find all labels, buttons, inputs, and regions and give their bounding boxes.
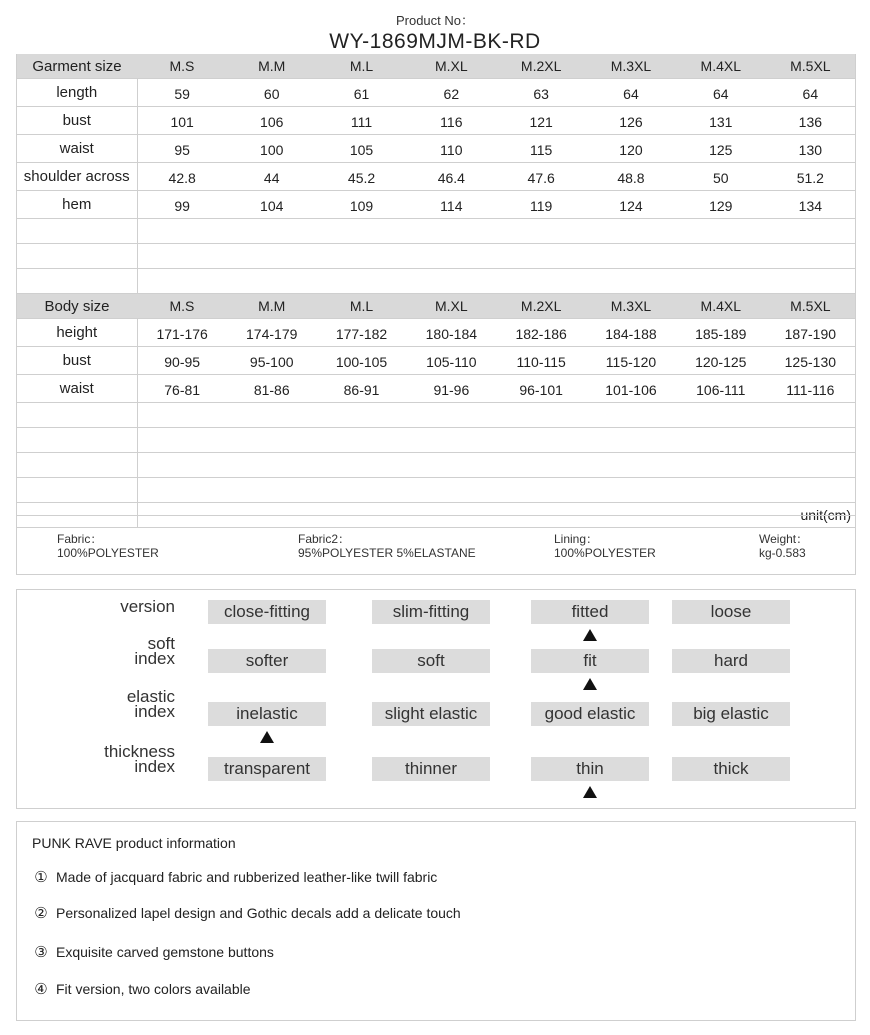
info-item-text: Fit version, two colors available <box>56 981 251 997</box>
index-label-line: soft <box>147 634 175 653</box>
row-label: waist <box>17 135 138 163</box>
size-column-header: M.XL <box>406 294 496 319</box>
index-option: thin <box>531 757 649 781</box>
empty-row <box>17 478 856 503</box>
info-item <box>32 944 274 962</box>
size-cell: 48.8 <box>586 163 676 191</box>
index-option: thinner <box>372 757 490 781</box>
empty-cell <box>137 453 856 478</box>
size-column-header: M.4XL <box>676 294 766 319</box>
size-cell: 47.6 <box>496 163 586 191</box>
size-cell: 110-115 <box>496 347 586 375</box>
size-cell: 95 <box>137 135 227 163</box>
empty-cell <box>137 219 856 244</box>
size-cell: 182-186 <box>496 319 586 347</box>
size-column-header: M.2XL <box>496 54 586 79</box>
size-cell: 105-110 <box>406 347 496 375</box>
size-cell: 105 <box>317 135 407 163</box>
index-label <box>127 689 175 719</box>
size-cell: 120 <box>586 135 676 163</box>
info-item-number: ③ <box>34 944 48 961</box>
size-column-header: M.5XL <box>766 294 856 319</box>
index-option: thick <box>672 757 790 781</box>
info-item-text: Exquisite carved gemstone buttons <box>56 944 274 960</box>
selected-marker-icon <box>583 678 597 690</box>
size-cell: 125 <box>676 135 766 163</box>
index-option: soft <box>372 649 490 673</box>
size-cell: 64 <box>766 79 856 107</box>
size-column-header: M.M <box>227 54 317 79</box>
empty-cell <box>137 428 856 453</box>
index-option: fit <box>531 649 649 673</box>
size-cell: 131 <box>676 107 766 135</box>
size-cell: 99 <box>137 191 227 219</box>
size-cell: 130 <box>766 135 856 163</box>
selected-marker-icon <box>583 629 597 641</box>
size-cell: 134 <box>766 191 856 219</box>
size-cell: 171-176 <box>137 319 227 347</box>
size-cell: 64 <box>586 79 676 107</box>
size-cell: 111 <box>317 107 407 135</box>
info-item-number: ② <box>34 905 48 922</box>
product-info-box <box>16 821 856 1021</box>
row-label: height <box>17 319 138 347</box>
index-option: inelastic <box>208 702 326 726</box>
size-column-header: M.XL <box>406 54 496 79</box>
fabric1-value: 100%POLYESTER <box>57 546 159 560</box>
index-label <box>120 599 175 614</box>
index-label-line: index <box>134 757 175 776</box>
row-label: shoulder across <box>17 163 138 191</box>
garment-size-header-row <box>17 54 856 79</box>
size-cell: 114 <box>406 191 496 219</box>
size-cell: 184-188 <box>586 319 676 347</box>
product-header <box>0 10 870 54</box>
size-cell: 44 <box>227 163 317 191</box>
empty-row <box>17 244 856 269</box>
index-option: fitted <box>531 600 649 624</box>
row-label: waist <box>17 375 138 403</box>
info-item <box>32 981 251 999</box>
empty-row <box>17 428 856 453</box>
size-cell: 129 <box>676 191 766 219</box>
selected-marker-icon <box>260 731 274 743</box>
fabric2-label: Fabric2： <box>298 532 351 546</box>
empty-cell <box>137 244 856 269</box>
index-option: big elastic <box>672 702 790 726</box>
size-column-header: M.S <box>137 294 227 319</box>
table-row <box>17 135 856 163</box>
size-cell: 51.2 <box>766 163 856 191</box>
size-cell: 42.8 <box>137 163 227 191</box>
size-cell: 180-184 <box>406 319 496 347</box>
lining-label: Lining： <box>554 532 599 546</box>
empty-label-cell <box>17 269 138 294</box>
size-cell: 116 <box>406 107 496 135</box>
row-label: bust <box>17 107 138 135</box>
index-option: close-fitting <box>208 600 326 624</box>
table-row <box>17 191 856 219</box>
info-item-text: Made of jacquard fabric and rubberized leather-like twill fabric <box>56 869 438 885</box>
size-cell: 101 <box>137 107 227 135</box>
selected-marker-icon <box>583 786 597 798</box>
info-item <box>32 905 461 923</box>
size-cell: 101-106 <box>586 375 676 403</box>
weight <box>759 532 808 560</box>
index-label-line: thickness <box>104 742 175 761</box>
size-cell: 124 <box>586 191 676 219</box>
size-column-header: M.5XL <box>766 54 856 79</box>
table-row <box>17 375 856 403</box>
unit-label: unit(cm) <box>137 503 856 528</box>
index-option: slim-fitting <box>372 600 490 624</box>
table-row <box>17 79 856 107</box>
size-cell: 91-96 <box>406 375 496 403</box>
index-option: hard <box>672 649 790 673</box>
size-cell: 46.4 <box>406 163 496 191</box>
empty-cell <box>137 403 856 428</box>
table-row <box>17 163 856 191</box>
empty-row <box>17 269 856 294</box>
size-cell: 185-189 <box>676 319 766 347</box>
garment-size-header: Garment size <box>17 54 138 79</box>
table-row <box>17 319 856 347</box>
empty-row <box>17 403 856 428</box>
size-cell: 136 <box>766 107 856 135</box>
size-cell: 126 <box>586 107 676 135</box>
empty-row <box>17 219 856 244</box>
size-cell: 60 <box>227 79 317 107</box>
size-column-header: M.L <box>317 294 407 319</box>
size-cell: 45.2 <box>317 163 407 191</box>
empty-label-cell <box>17 403 138 428</box>
empty-label-cell <box>17 244 138 269</box>
lining-value: 100%POLYESTER <box>554 546 656 560</box>
index-option: loose <box>672 600 790 624</box>
info-item-text: Personalized lapel design and Gothic decals add a delicate touch <box>56 905 461 921</box>
info-item-number: ④ <box>34 981 48 998</box>
size-column-header: M.S <box>137 54 227 79</box>
index-option: transparent <box>208 757 326 781</box>
size-cell: 111-116 <box>766 375 856 403</box>
index-label-line: elastic <box>126 687 175 706</box>
row-label: hem <box>17 191 138 219</box>
size-cell: 62 <box>406 79 496 107</box>
table-row <box>17 107 856 135</box>
product-number: WY-1869MJM-BK-RD <box>329 30 541 53</box>
index-option: slight elastic <box>372 702 490 726</box>
fabric2-value: 95%POLYESTER 5%ELASTANE <box>298 546 476 560</box>
size-column-header: M.2XL <box>496 294 586 319</box>
empty-cell <box>137 478 856 503</box>
size-cell: 96-101 <box>496 375 586 403</box>
fabric2 <box>298 532 476 560</box>
empty-cell <box>137 269 856 294</box>
info-title: PUNK RAVE product information <box>32 835 236 851</box>
index-option: good elastic <box>531 702 649 726</box>
size-cell: 177-182 <box>317 319 407 347</box>
fabric1-label: Fabric： <box>57 532 103 546</box>
size-cell: 64 <box>676 79 766 107</box>
size-column-header: M.4XL <box>676 54 766 79</box>
size-cell: 106 <box>227 107 317 135</box>
size-cell: 100-105 <box>317 347 407 375</box>
empty-row <box>17 453 856 478</box>
fabric1 <box>57 532 159 560</box>
size-cell: 63 <box>496 79 586 107</box>
weight-label: Weight： <box>759 532 809 546</box>
lining <box>554 532 656 560</box>
size-cell: 119 <box>496 191 586 219</box>
empty-label-cell <box>17 219 138 244</box>
index-label-line: index <box>134 702 175 721</box>
size-cell: 95-100 <box>227 347 317 375</box>
size-cell: 81-86 <box>227 375 317 403</box>
size-cell: 86-91 <box>317 375 407 403</box>
size-table <box>16 54 856 528</box>
row-label: bust <box>17 347 138 375</box>
empty-label-cell <box>17 453 138 478</box>
size-cell: 106-111 <box>676 375 766 403</box>
size-cell: 76-81 <box>137 375 227 403</box>
product-no-label: Product No： <box>395 13 475 28</box>
body-size-header-row <box>17 294 856 319</box>
size-cell: 187-190 <box>766 319 856 347</box>
index-box <box>16 589 856 809</box>
size-column-header: M.L <box>317 54 407 79</box>
size-cell: 115 <box>496 135 586 163</box>
info-item <box>32 869 437 887</box>
size-cell: 61 <box>317 79 407 107</box>
index-label-line: version <box>120 597 175 616</box>
size-cell: 109 <box>317 191 407 219</box>
size-cell: 120-125 <box>676 347 766 375</box>
table-row <box>17 347 856 375</box>
size-column-header: M.3XL <box>586 294 676 319</box>
index-label <box>134 636 175 666</box>
size-cell: 59 <box>137 79 227 107</box>
fabric-info-box <box>16 515 856 575</box>
size-column-header: M.3XL <box>586 54 676 79</box>
size-cell: 100 <box>227 135 317 163</box>
size-cell: 50 <box>676 163 766 191</box>
size-column-header: M.M <box>227 294 317 319</box>
weight-value: kg-0.583 <box>759 546 806 560</box>
index-option: softer <box>208 649 326 673</box>
index-label <box>104 744 175 774</box>
empty-label-cell <box>17 478 138 503</box>
row-label: length <box>17 79 138 107</box>
info-item-number: ① <box>34 869 48 886</box>
size-cell: 90-95 <box>137 347 227 375</box>
size-cell: 110 <box>406 135 496 163</box>
empty-label-cell <box>17 428 138 453</box>
body-size-header: Body size <box>17 294 138 319</box>
size-cell: 174-179 <box>227 319 317 347</box>
size-cell: 121 <box>496 107 586 135</box>
size-cell: 104 <box>227 191 317 219</box>
index-label-line: index <box>134 649 175 668</box>
size-cell: 115-120 <box>586 347 676 375</box>
size-cell: 125-130 <box>766 347 856 375</box>
